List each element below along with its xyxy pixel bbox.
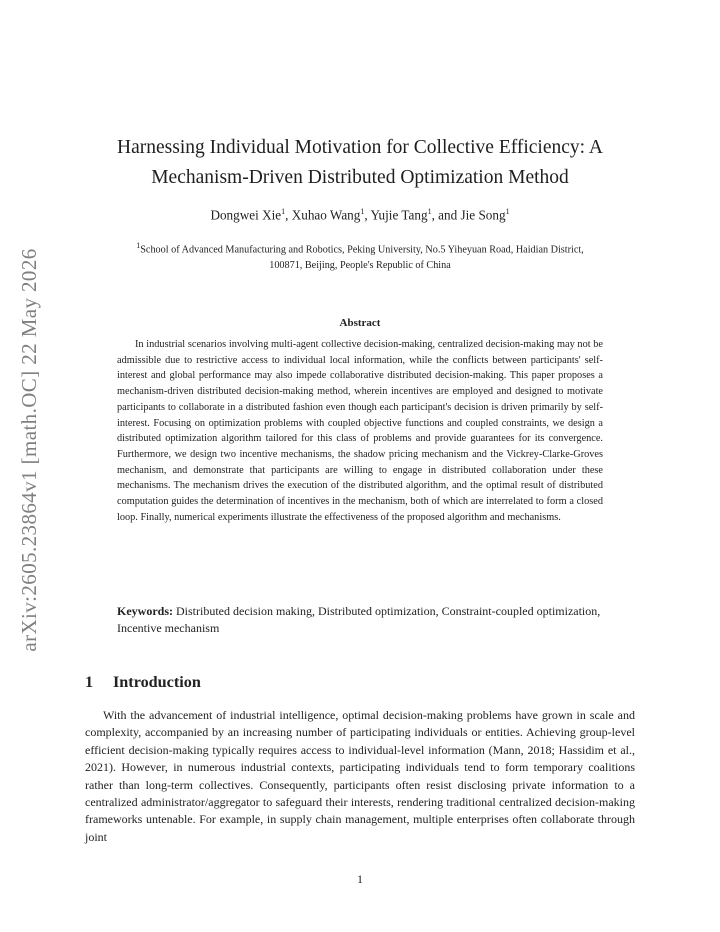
affiliation-mark: 1 — [136, 241, 141, 250]
keywords-label: Keywords: — [117, 604, 173, 618]
abstract-heading: Abstract — [339, 317, 381, 329]
section-number: 1 — [85, 673, 94, 691]
title-line-2: Mechanism-Driven Distributed Optimization Method — [151, 167, 569, 188]
keywords — [117, 603, 607, 637]
author-name: Yujie Tang — [370, 207, 428, 223]
author-affiliation-mark: 1 — [281, 207, 286, 216]
author-affiliation-mark: 1 — [360, 207, 365, 216]
introduction-text: With the advancement of industrial intelligence, optimal decision-making problems have grown in scale and complexity, accompanied by an increasing number of participating individuals or entities. Achieving group-level efficient decision-making typically requires access to individual-level information (Mann, 2018; Hassidim et al., 2021). However, in numerous industrial contexts, participating individuals tend to form temporary coalitions rather than long-term collectives. Consequently, participants often resist disclosing private information to a centralized administrator/aggregator to safeguard their interests, rendering traditional centralized decision-making frameworks untenable. For example, in supply chain management, multiple enterprises often collaborate through joint — [85, 708, 635, 844]
author-affiliation-mark: 1 — [427, 207, 432, 216]
author-list: Dongwei Xie$^1$, Xuhao Wang$^1$, Yujie Tang$^1$, and Jie Song$^1$ — [210, 207, 510, 223]
author-affiliation-mark: 1 — [505, 207, 510, 216]
section-heading — [85, 673, 201, 692]
affiliation-line-1: School of Advanced Manufacturing and Robotics, Peking University, No.5 Yiheyuan Road, Haidian District, — [140, 244, 584, 256]
section-title: Introduction — [113, 673, 201, 691]
abstract-text: In industrial scenarios involving multi-agent collective decision-making, centralized decision-making may not be admissible due to restrictive access to individual local information, while the conflicts between participants' self-interest and global performance may also impede collaborative distributed decision-making. This paper proposes a mechanism-driven distributed decision-making method, wherein incentives are employed and designed to motivate participants to collaborate in a distributed fashion even though each participant's decision is driven primarily by self-interest. Focusing on optimization problems with coupled objective functions and coupled constraints, we design a distributed optimization algorithm tailored for this class of problems and provide guarantees for its convergence. Furthermore, we design two incentive mechanisms, the shadow pricing mechanism and the Vickrey-Clarke-Groves mechanism, and demonstrate that participants are willing to engage in distributed collaboration under these mechanisms. The mechanism drives the execution of the distributed algorithm, and the optimal result of distributed computation guides the determination of incentives in the mechanism, both of which are interrelated to form a closed loop. Finally, numerical experiments illustrate the effectiveness of the proposed algorithm and mechanisms. — [117, 339, 603, 523]
author-name: Jie Song — [460, 207, 506, 223]
title-line-1: Harnessing Individual Motivation for Collective Efficiency: A — [117, 137, 603, 158]
keywords-text: Distributed decision making, Distributed optimization, Constraint-coupled optimization, Incentive mechanism — [117, 604, 601, 635]
arxiv-identifier: arXiv:2605.23864v1 [math.OC] 22 May 2026 — [17, 248, 41, 652]
paper-title — [100, 133, 620, 193]
affiliation-line-2: 100871, Beijing, People's Republic of China — [269, 260, 451, 272]
page-number: 1 — [357, 872, 363, 886]
affiliation — [80, 238, 640, 274]
author-name: Xuhao Wang — [291, 207, 361, 223]
author-name: Dongwei Xie — [210, 207, 282, 223]
